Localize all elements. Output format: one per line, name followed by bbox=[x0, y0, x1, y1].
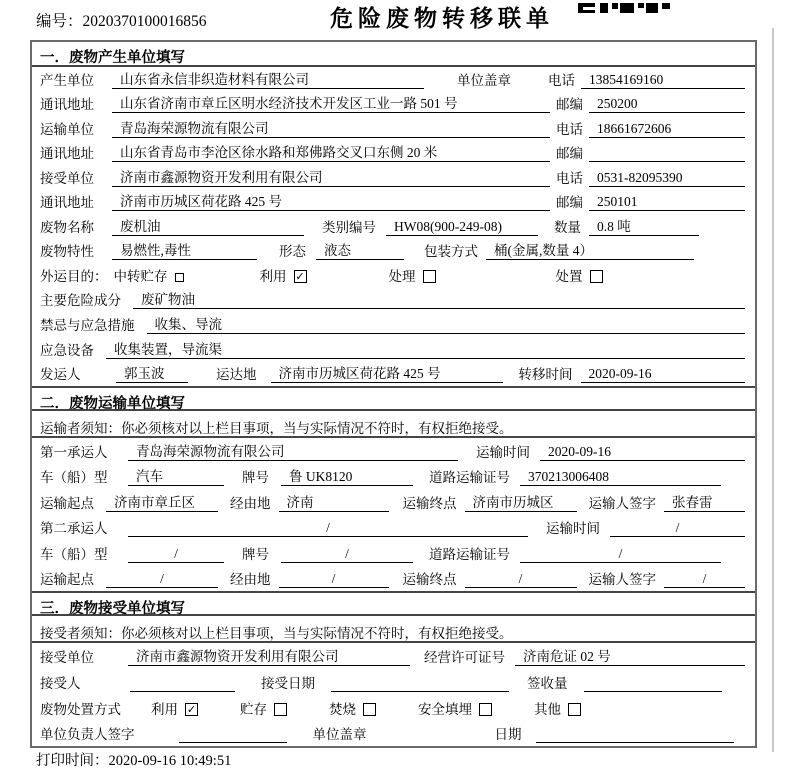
row-disposal-method bbox=[32, 695, 755, 721]
field-label: 电话 bbox=[548, 72, 575, 88]
field-value: 易燃性,毒性 bbox=[112, 239, 257, 260]
row-receiver-person bbox=[32, 669, 755, 695]
field-value: / bbox=[128, 546, 224, 563]
field-label: 形态 bbox=[279, 244, 306, 260]
field-label: 运输人签字 bbox=[588, 495, 656, 511]
field-value: 山东省济南市章丘区明水经济技术开发区工业一路 501 号 bbox=[112, 92, 550, 113]
field-label: 通讯地址 bbox=[40, 195, 94, 211]
field-label: 通讯地址 bbox=[40, 146, 94, 162]
disposal-option-utilize bbox=[151, 698, 198, 718]
field-label: 产生单位 bbox=[40, 72, 94, 88]
field-value: 18661672606 bbox=[589, 121, 745, 138]
qr-code-fragment-icon bbox=[578, 0, 670, 18]
field-label: 道路运输证号 bbox=[429, 470, 510, 486]
field-label: 运输起点 bbox=[40, 495, 94, 511]
field-value: 济南市历城区荷花路 425 号 bbox=[112, 190, 550, 211]
field-value: 2020-09-16 bbox=[581, 366, 746, 383]
checkbox-label: 处理 bbox=[388, 268, 416, 284]
disposal-option-other bbox=[534, 698, 581, 718]
field-label: 主要危险成分 bbox=[40, 293, 121, 309]
checkbox bbox=[479, 703, 492, 716]
field-value: 济南市鑫源物资开发利用有限公司 bbox=[112, 166, 550, 187]
field-value: 收集、导流 bbox=[147, 313, 746, 334]
row-waste-characteristics bbox=[32, 239, 755, 264]
field-label: 废物特性 bbox=[40, 244, 94, 260]
row-receiver-address bbox=[32, 190, 755, 215]
field-value: / bbox=[520, 546, 721, 563]
field-value: HW08(900-249-08) bbox=[386, 219, 538, 236]
field-value bbox=[584, 674, 722, 692]
field-label: 邮编 bbox=[556, 195, 583, 211]
unit-seal-label: 单位盖章 bbox=[457, 72, 511, 88]
print-time bbox=[36, 749, 231, 770]
row-vehicle-type-2 bbox=[32, 540, 755, 566]
field-label: 车（船）型 bbox=[40, 470, 108, 486]
disposal-option-incinerate bbox=[329, 698, 376, 718]
print-time-value: 2020-09-16 10:49:51 bbox=[108, 753, 232, 769]
purpose-option-transfer-storage bbox=[114, 265, 184, 285]
page-edge-line bbox=[772, 28, 774, 752]
field-label: 外运目的： bbox=[40, 268, 108, 284]
field-label: 接受日期 bbox=[261, 675, 315, 691]
purpose-option-treat bbox=[389, 265, 436, 285]
checkbox-label: 处置 bbox=[555, 268, 583, 284]
purpose-option-dispose bbox=[556, 265, 603, 285]
field-label: 运输时间 bbox=[476, 444, 530, 460]
field-label: 电话 bbox=[556, 121, 583, 137]
field-label: 通讯地址 bbox=[40, 97, 94, 113]
receiver-notice: 接受者须知：你必须核对以上栏目事项，当与实际情况不符时，有权拒绝接受。 bbox=[32, 616, 755, 643]
field-label: 经营许可证号 bbox=[424, 649, 505, 665]
row-receiving-unit bbox=[32, 643, 755, 669]
field-label: 禁忌与应急措施 bbox=[40, 318, 135, 334]
field-label: 运输单位 bbox=[40, 121, 94, 137]
checkbox-label: 利用 bbox=[151, 701, 178, 717]
field-value bbox=[536, 725, 734, 743]
field-label: 发运人 bbox=[40, 367, 81, 383]
field-value: / bbox=[664, 571, 745, 588]
checkbox-label: 其他 bbox=[534, 701, 561, 717]
field-value: / bbox=[281, 546, 413, 563]
row-second-carrier bbox=[32, 515, 755, 541]
checkbox-checked: ✓ bbox=[295, 269, 305, 283]
field-label: 废物名称 bbox=[40, 219, 94, 235]
row-emergency-equipment bbox=[32, 337, 755, 362]
field-label: 牌号 bbox=[242, 546, 269, 562]
field-label: 运输时间 bbox=[546, 521, 600, 537]
checkbox bbox=[590, 270, 603, 283]
checkbox bbox=[423, 270, 436, 283]
field-value: 0.8 吨 bbox=[589, 215, 699, 236]
field-value: 山东省永信非织造材料有限公司 bbox=[112, 68, 424, 89]
field-value: 郭玉波 bbox=[116, 362, 188, 383]
field-label: 道路运输证号 bbox=[429, 546, 510, 562]
field-value bbox=[589, 144, 745, 162]
field-value: 济南 bbox=[279, 491, 389, 512]
field-label: 邮编 bbox=[556, 97, 583, 113]
doc-number-label: 编号： bbox=[36, 13, 83, 30]
doc-number bbox=[36, 9, 207, 31]
checkbox bbox=[274, 703, 287, 716]
section3-header: 三．废物接受单位填写 bbox=[32, 591, 755, 616]
row-first-carrier bbox=[32, 438, 755, 464]
row-producer-address bbox=[32, 92, 755, 117]
field-label: 接受单位 bbox=[40, 170, 94, 186]
field-label: 经由地 bbox=[230, 495, 271, 511]
field-value bbox=[130, 674, 235, 692]
checkbox bbox=[363, 703, 376, 716]
field-value: 山东省青岛市李沧区徐水路和郑佛路交叉口东侧 20 米 bbox=[112, 141, 550, 162]
field-value: 废矿物油 bbox=[133, 288, 745, 309]
field-label: 经由地 bbox=[230, 572, 271, 588]
field-value: 0531-82095390 bbox=[589, 170, 745, 187]
field-value: 济南市鑫源物资开发利用有限公司 bbox=[128, 645, 410, 666]
field-value: 桶(金属,数量 4） bbox=[486, 239, 694, 260]
field-label: 第二承运人 bbox=[40, 521, 108, 537]
field-label: 类别编号 bbox=[322, 219, 376, 235]
field-value: / bbox=[106, 571, 218, 588]
checkbox-checked: ✓ bbox=[186, 702, 197, 716]
row-producer-unit bbox=[32, 67, 755, 92]
field-label: 运输起点 bbox=[40, 572, 94, 588]
field-label: 转移时间 bbox=[518, 367, 573, 383]
checkbox-label: 安全填埋 bbox=[418, 701, 472, 717]
checkbox-label: 利用 bbox=[259, 268, 287, 284]
row-consignor bbox=[32, 362, 755, 387]
field-value: 济南市历城区 bbox=[465, 491, 577, 512]
row-transport-unit bbox=[32, 116, 755, 141]
field-value: 2020-09-16 bbox=[540, 444, 745, 461]
field-value: 13854169160 bbox=[581, 72, 745, 89]
field-value bbox=[331, 674, 509, 692]
field-value: 济南市章丘区 bbox=[106, 491, 218, 512]
field-value: 鲁 UK8120 bbox=[281, 465, 413, 486]
field-value: 青岛海荣源物流有限公司 bbox=[128, 440, 458, 461]
checkbox-label: 中转贮存 bbox=[113, 268, 168, 284]
row-transport-address bbox=[32, 141, 755, 166]
field-value bbox=[179, 725, 287, 743]
field-value: / bbox=[610, 520, 745, 537]
field-label: 车（船）型 bbox=[40, 546, 108, 562]
print-time-label: 打印时间： bbox=[36, 753, 109, 769]
field-label: 单位负责人签字 bbox=[40, 727, 135, 742]
field-value: 370213006408 bbox=[520, 469, 721, 486]
field-label: 包装方式 bbox=[424, 244, 478, 260]
row-transport-route-1 bbox=[32, 489, 755, 515]
field-label: 废物处置方式 bbox=[40, 701, 121, 717]
disposal-option-landfill bbox=[418, 698, 492, 718]
section1-header: 一．废物产生单位填写 bbox=[32, 42, 755, 67]
section2-header: 二．废物运输单位填写 bbox=[32, 386, 755, 411]
field-label: 邮编 bbox=[556, 146, 583, 162]
checkbox bbox=[175, 273, 184, 282]
field-label: 日期 bbox=[494, 727, 522, 742]
field-label: 接受人 bbox=[40, 675, 81, 691]
field-label: 运输终点 bbox=[402, 495, 457, 511]
field-value: 废机油 bbox=[112, 215, 304, 236]
row-receiver-unit bbox=[32, 165, 755, 190]
field-value: 汽车 bbox=[128, 465, 224, 486]
page-title: 危险废物转移联单 bbox=[330, 5, 554, 31]
checkbox bbox=[568, 703, 581, 716]
field-value: 250101 bbox=[589, 194, 745, 211]
row-waste-name bbox=[32, 214, 755, 239]
field-label: 运输终点 bbox=[402, 572, 457, 588]
field-label: 电话 bbox=[556, 170, 583, 186]
field-value: 张春雷 bbox=[664, 491, 745, 512]
field-value: 液态 bbox=[316, 239, 404, 260]
field-label: 接受单位 bbox=[40, 649, 94, 665]
field-value: 250200 bbox=[589, 96, 745, 113]
field-value: / bbox=[465, 571, 577, 588]
field-label: 签收量 bbox=[527, 675, 568, 691]
field-label: 第一承运人 bbox=[40, 444, 108, 460]
field-value: 收集装置，导流渠 bbox=[106, 338, 745, 359]
row-contraindications bbox=[32, 312, 755, 337]
field-label: 应急设备 bbox=[40, 342, 94, 358]
row-hazard-components bbox=[32, 288, 755, 313]
field-value: / bbox=[128, 520, 528, 537]
field-label: 数量 bbox=[554, 219, 581, 235]
field-value: 济南市历城区荷花路 425 号 bbox=[271, 362, 503, 383]
doc-number-value: 2020370100016856 bbox=[82, 13, 207, 30]
disposal-option-storage bbox=[240, 698, 287, 718]
field-value: 济南危证 02 号 bbox=[515, 645, 745, 666]
purpose-option-utilize bbox=[260, 265, 307, 285]
row-outbound-purpose bbox=[32, 263, 755, 288]
row-transport-route-2 bbox=[32, 566, 755, 592]
checkbox-label: 贮存 bbox=[240, 701, 267, 717]
transporter-notice: 运输者须知：你必须核对以上栏目事项，当与实际情况不符时，有权拒绝接受。 bbox=[32, 411, 755, 438]
manifest-form-table bbox=[30, 40, 757, 748]
field-label: 牌号 bbox=[242, 470, 269, 486]
row-vehicle-type-1 bbox=[32, 464, 755, 490]
field-label: 运达地 bbox=[216, 367, 257, 383]
field-value: / bbox=[279, 571, 389, 588]
unit-seal-label: 单位盖章 bbox=[312, 727, 367, 742]
checkbox-label: 焚烧 bbox=[329, 701, 356, 717]
field-value: 青岛海荣源物流有限公司 bbox=[112, 117, 550, 138]
field-label: 运输人签字 bbox=[588, 572, 656, 588]
row-responsible-signature bbox=[32, 721, 755, 747]
